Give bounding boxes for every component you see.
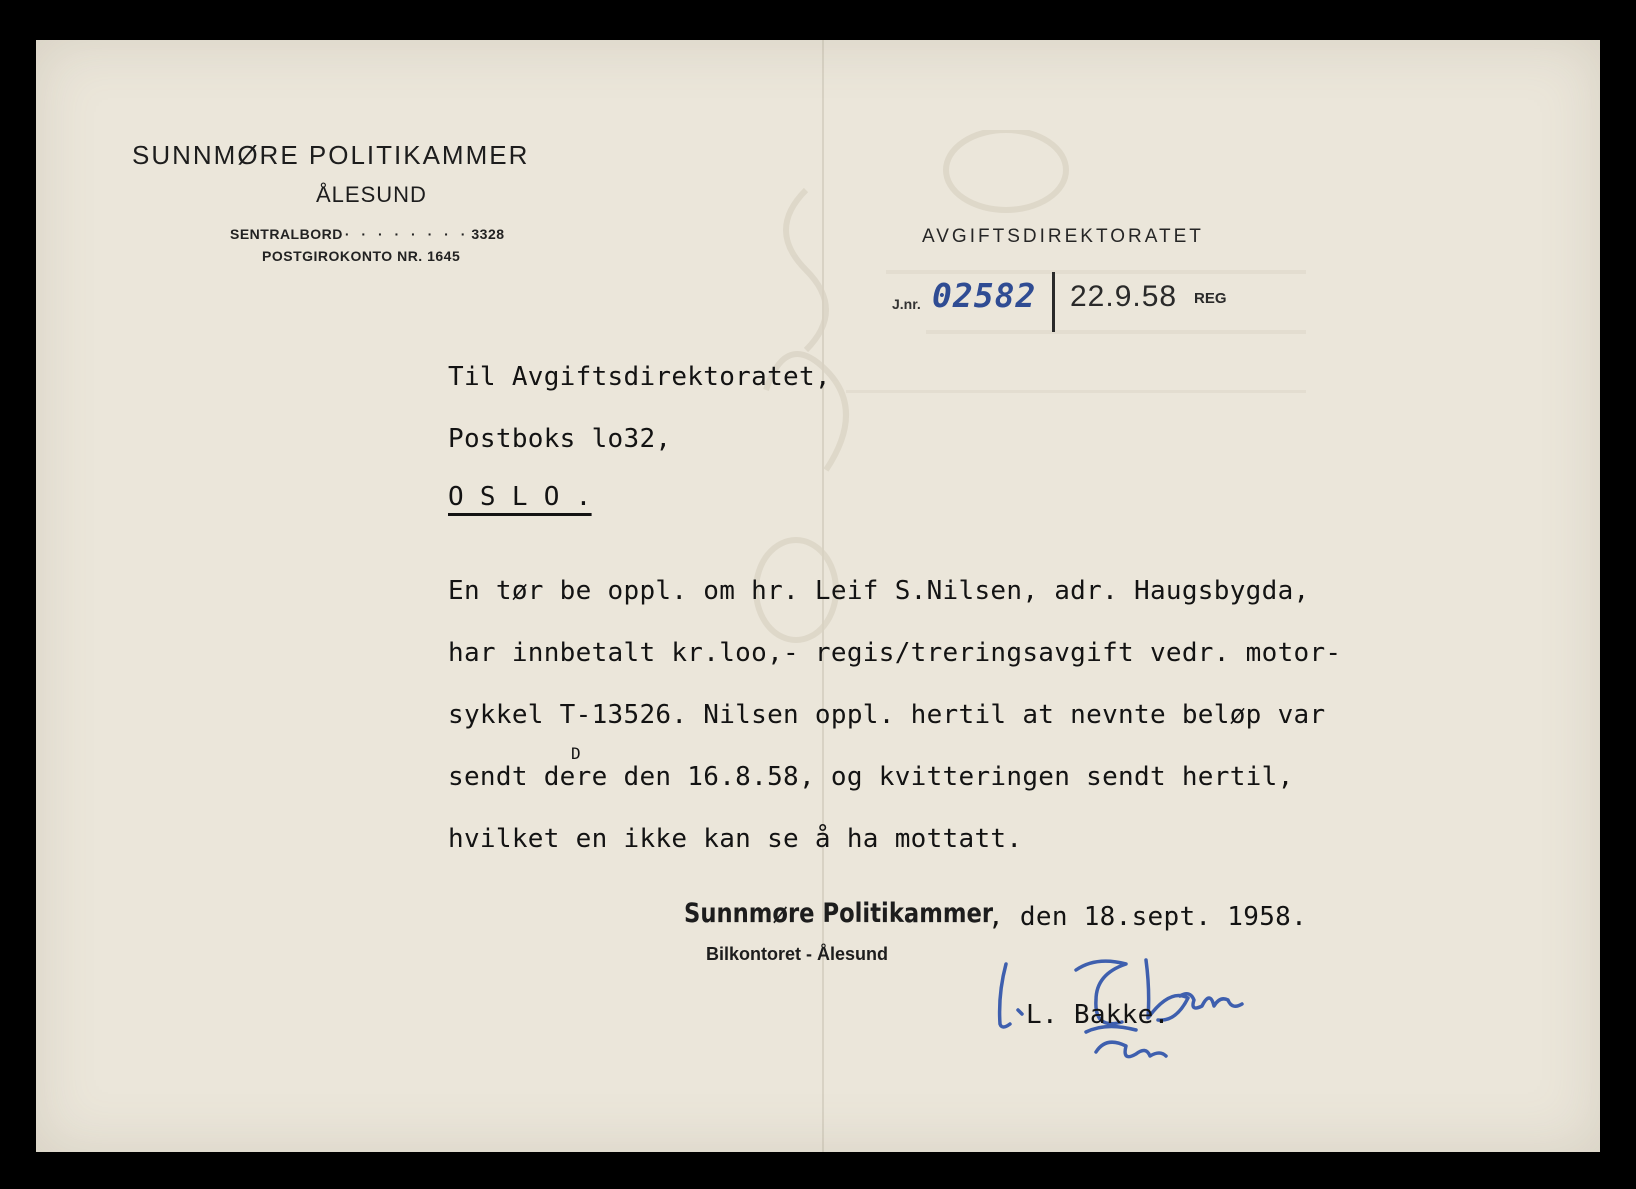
body-line: sendt dere den 16.8.58, og kvitteringen sendt hertil,	[448, 762, 1294, 792]
office-stamp: Sunnmøre Politikammer	[684, 898, 994, 929]
letterhead-organization: SUNNMØRE POLITIKAMMER	[132, 140, 530, 170]
received-stamp-title: AVGIFTSDIREKTORATET	[922, 226, 1204, 247]
signatory-name: L. Bakke.	[1026, 1000, 1170, 1030]
reg-mark: REG	[1194, 290, 1227, 307]
body-line: har innbetalt kr.loo,- regis/treringsavgift vedr. motor-	[448, 638, 1342, 668]
closing-date: , den 18.sept. 1958.	[988, 902, 1308, 932]
letterhead-city: ÅLESUND	[316, 182, 427, 207]
recipient-line-1: Til Avgiftsdirektoratet,	[448, 362, 831, 392]
body-line: En tør be oppl. om hr. Leif S.Nilsen, adr. Haugsbygda,	[448, 576, 1310, 606]
received-date: 22.9.58	[1070, 280, 1178, 313]
switchboard-label: SENTRALBORD	[230, 226, 343, 242]
correction-mark: D	[571, 744, 581, 763]
switchboard-dots: · · · · · · · ·	[344, 226, 470, 242]
show-through-imprint	[726, 130, 1386, 690]
recipient-line-2: Postboks lo32,	[448, 424, 672, 454]
letter-sheet	[36, 40, 1600, 1152]
journal-number: 02582	[932, 276, 1037, 315]
letterhead-switchboard	[230, 226, 505, 242]
recipient-city: O S L O .	[448, 482, 592, 512]
body-line: hvilket en ikke kan se å ha mottatt.	[448, 824, 1023, 854]
switchboard-number: 3328	[471, 226, 505, 242]
journal-prefix: J.nr.	[892, 296, 921, 312]
body-line: sykkel T-13526. Nilsen oppl. hertil at nevnte beløp var	[448, 700, 1326, 730]
stamp-divider	[1052, 272, 1055, 332]
letterhead-giro: POSTGIROKONTO NR. 1645	[262, 248, 461, 264]
department-stamp: Bilkontoret - Ålesund	[706, 944, 889, 964]
